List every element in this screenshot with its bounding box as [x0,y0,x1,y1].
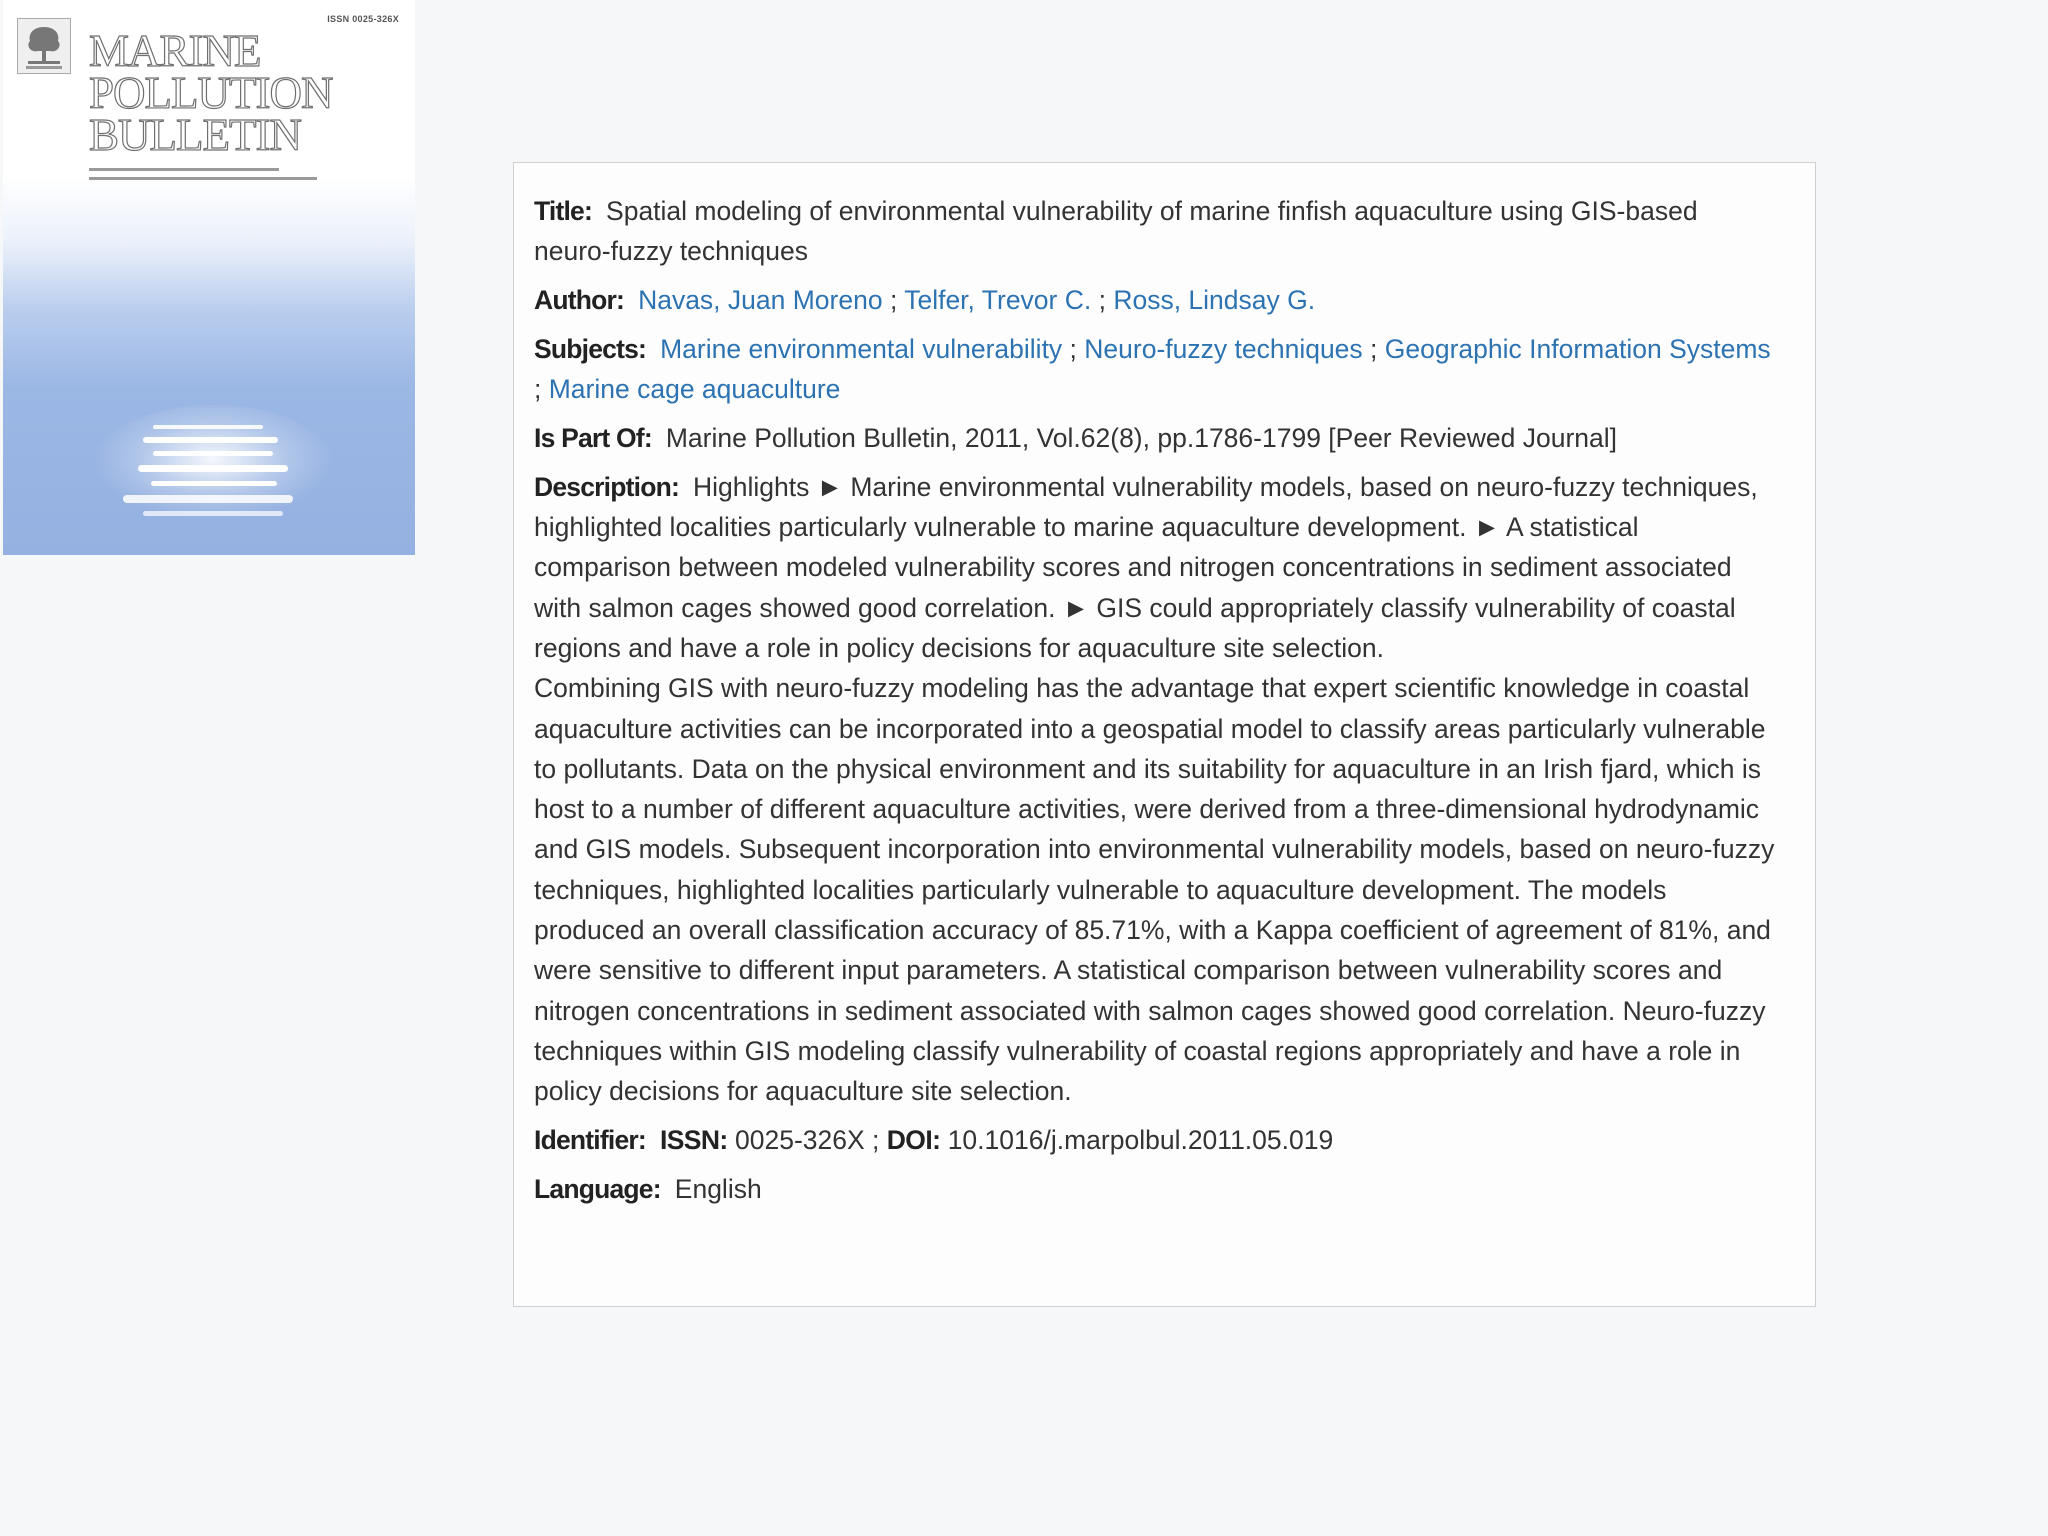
cover-tagline-line-2 [89,177,317,180]
description-highlights: Highlights ► Marine environmental vulnerability models, based on neuro-fuzzy techniques, highlighted localities particularly vulnerable to marine aquaculture development. ► A statistical comparison between modeled vulnerability scores and nitrogen concentrations in sediment associated with salmon cages showed good correlation. ► GIS could appropriately classify vulnerability of coastal regions and have a role in policy decisions for aquaculture site selection. [534,471,1758,663]
journal-cover[interactable] [3,0,415,555]
language-value: English [674,1173,762,1204]
cover-issn: ISSN 0025-326X [327,14,399,24]
author-row [534,280,1775,320]
title-row [534,191,1775,272]
doi-value: 10.1016/j.marpolbul.2011.05.019 [947,1125,1334,1156]
part-of-value: Marine Pollution Bulletin, 2011, Vol.62(8), pp.1786-1799 [Peer Reviewed Journal] [665,422,1617,453]
author-separator: ; [1091,285,1114,316]
identifier-separator: ; [864,1125,887,1156]
doi-label: DOI: [886,1125,941,1156]
language-row [534,1169,1775,1209]
subjects-label: Subjects: [534,333,647,364]
language-label: Language: [534,1173,661,1204]
subject-link[interactable]: Marine cage aquaculture [548,374,841,405]
author-separator: ; [882,285,905,316]
title-label: Title: [534,196,593,226]
subject-separator: ; [1062,333,1085,364]
author-label: Author: [534,285,625,316]
cover-journal-name: MARINE POLLUTION BULLETIN [89,26,333,160]
issn-value: 0025-326X [735,1125,865,1156]
identifier-label: Identifier: [534,1125,646,1156]
cover-tagline [89,168,279,171]
subject-separator: ; [534,374,549,405]
elsevier-logo-icon [17,18,71,74]
subject-link[interactable]: Geographic Information Systems [1384,333,1771,364]
part-of-label: Is Part Of: [534,422,652,453]
subjects-row [534,329,1775,410]
description-label: Description: [534,471,680,502]
description-abstract: Combining GIS with neuro-fuzzy modeling has the advantage that expert scientific knowledge in coastal aquaculture activities can be incorporated into a geospatial model to classify areas particularly vulnerable to pollutants. Data on the physical environment and its suitability for aquaculture in an Irish fjard, which is host to a number of different aquaculture activities, were derived from a three-dimensional hydrodynamic and GIS models. Subsequent incorporation into environmental vulnerability models, based on neuro-fuzzy techniques, highlighted localities particularly vulnerable to aquaculture development. The models produced an overall classification accuracy of 85.71%, with a Kappa coefficient of agreement of 81%, and were sensitive to different input parameters. A statistical comparison between vulnerability scores and nitrogen concentrations in sediment associated with salmon cages showed good correlation. Neuro-fuzzy techniques within GIS modeling classify vulnerability of coastal regions appropriately and have a role in policy decisions for aquaculture site selection. [534,673,1775,1107]
subject-link[interactable]: Marine environmental vulnerability [660,333,1063,364]
author-link[interactable]: Navas, Juan Moreno [638,285,883,316]
record-title: Spatial modeling of environmental vulnerability of marine finfish aquaculture using GIS-based neuro-fuzzy techniques [534,196,1698,267]
record-details-panel [513,162,1816,1307]
identifier-row [534,1120,1775,1160]
part-of-row [534,418,1775,458]
author-link[interactable]: Telfer, Trevor C. [904,285,1092,316]
description-row [534,467,1775,1112]
subject-separator: ; [1362,333,1385,364]
issn-label: ISSN: [659,1125,728,1156]
water-reflection-image [3,395,415,555]
subject-link[interactable]: Neuro-fuzzy techniques [1084,333,1363,364]
author-link[interactable]: Ross, Lindsay G. [1113,285,1316,316]
